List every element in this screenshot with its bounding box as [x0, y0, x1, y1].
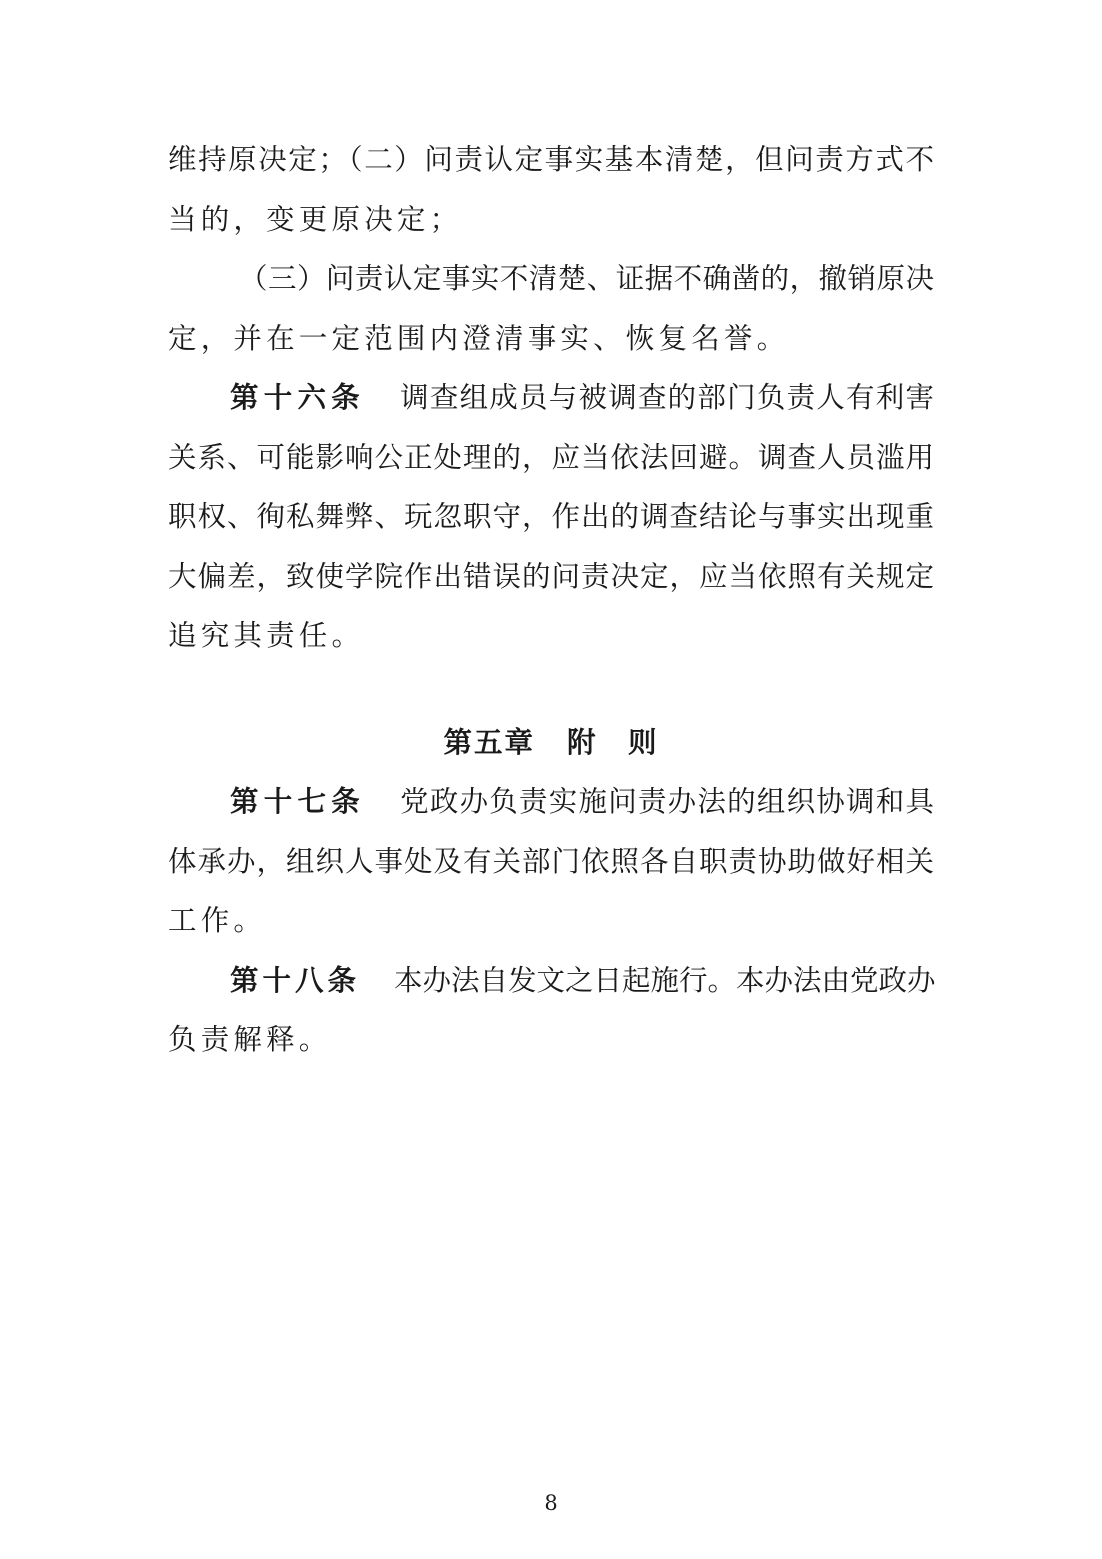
- article-label: 第十六条: [230, 380, 365, 414]
- chapter-number: 第五章: [443, 724, 535, 759]
- text-line: [168, 951, 934, 1011]
- article-text: 本办法自发文之日起施行。本办法由党政办: [394, 963, 936, 997]
- text-line: [168, 368, 934, 428]
- text-line: 当的，变更原决定；: [168, 202, 463, 236]
- chapter-heading: [168, 713, 934, 773]
- page-number: 8: [544, 1491, 558, 1515]
- text-line: 负责解释。: [168, 1023, 332, 1056]
- article-label: 第十八条: [230, 962, 361, 997]
- text-line: 追究其责任。: [168, 619, 365, 652]
- article-label: 第十七条: [230, 784, 365, 818]
- text-line: 维持原决定；（二）问责认定事实基本清楚，但问责方式不: [168, 143, 934, 176]
- paragraph-continuation: [168, 130, 934, 249]
- text-line: 工作。: [168, 904, 267, 937]
- article-18: [168, 951, 934, 1070]
- chapter-title: 附 则: [567, 724, 659, 759]
- text-line: （三）问责认定事实不清楚、证据不确凿的，撤销原决: [239, 262, 934, 295]
- article-text: 调查组成员与被调查的部门负责人有利害: [398, 381, 934, 414]
- article-17: [168, 772, 934, 951]
- text-line: 大偏差，致使学院作出错误的问责决定，应当依照有关规定: [168, 559, 934, 593]
- text-line: 职权、徇私舞弊、玩忽职守，作出的调查结论与事实出现重: [168, 500, 934, 533]
- text-line: 定，并在一定范围内澄清事实、恢复名誉。: [168, 321, 790, 355]
- text-line: [168, 772, 934, 832]
- paragraph-item-3: [168, 249, 934, 368]
- text-line: 体承办，组织人事处及有关部门依照各自职责协助做好相关: [168, 844, 934, 878]
- article-text: 党政办负责实施问责办法的组织协调和具: [398, 785, 934, 818]
- text-line: 关系、可能影响公正处理的，应当依法回避。调查人员滥用: [168, 440, 934, 474]
- document-body: [168, 130, 934, 1070]
- article-16: [168, 368, 934, 666]
